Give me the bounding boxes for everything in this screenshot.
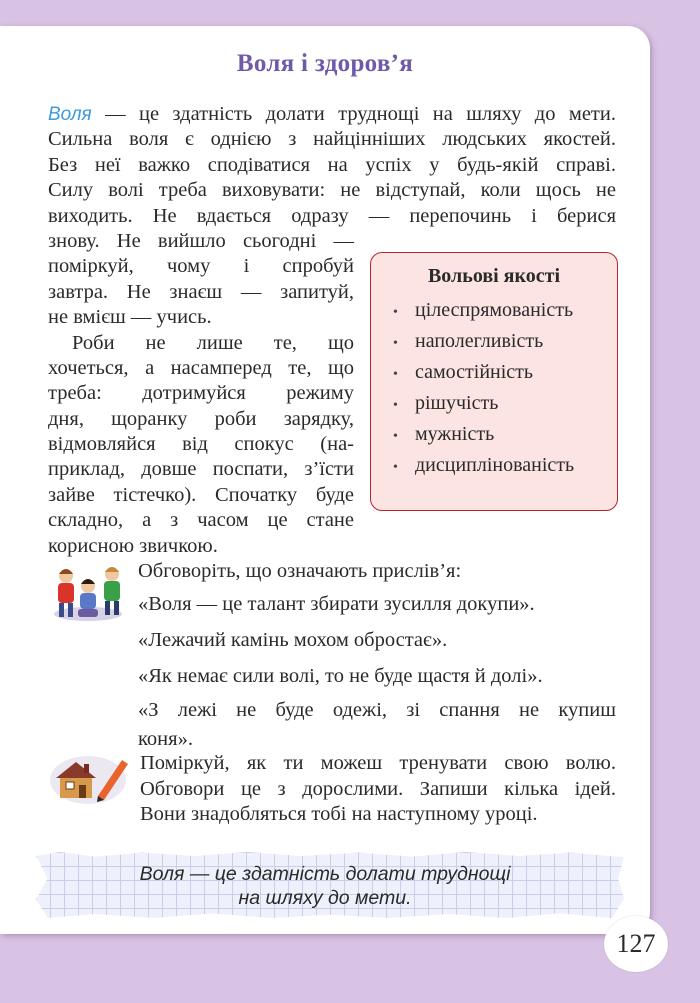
house-pencil-icon — [48, 752, 130, 808]
list-item: • наполегливість — [393, 330, 544, 352]
intro-line: поміркуй, чому і спробуй — [48, 255, 354, 278]
proverb: «З лежі не буде одежі, зі спання не купиш — [138, 699, 616, 721]
intro-line: Роби не лише те, що — [72, 331, 354, 354]
intro-line: зайве тістечко). Спочатку буде — [48, 483, 354, 506]
task-line: Поміркуй, як ти можеш тренувати свою волю. — [140, 752, 616, 774]
proverb: «Лежачий камінь мохом обростає». — [138, 629, 448, 651]
list-item: • цілеспрямованість — [393, 299, 574, 321]
proverb: «Як немає сили волі, то не буде щастя й долі». — [138, 665, 543, 687]
key-term: Воля — [48, 104, 92, 125]
intro-line: хочеться, а насамперед те, що — [48, 356, 354, 379]
proverbs-section — [138, 556, 616, 752]
task-line: Обговори це з дорослими. Запиши кілька ідей. — [140, 777, 616, 800]
intro-line: складно, а з часом це стане — [48, 509, 354, 532]
intro-line: треба: дотримуйся режиму — [48, 382, 354, 405]
list-item: • дисциплінованість — [393, 454, 575, 476]
intro-line: завтра. Не знаєш — запитуй, — [48, 280, 354, 303]
discussion-prompt: Обговоріть, що означають прислів’я: — [138, 560, 462, 582]
list-item: • мужність — [393, 423, 495, 445]
task-section — [140, 751, 616, 828]
summary-text: Воля — це здатність долати труднощі на шляху до мети. — [139, 863, 511, 909]
intro-line: дня, щоранку роби зарядку, — [48, 407, 354, 430]
intro-line: корисною звичкою. — [48, 534, 218, 557]
intro-line: Сильна воля є однією з найцінніших людських якостей. — [48, 128, 616, 151]
list-item: • рішучість — [393, 392, 499, 414]
children-discussing-icon — [48, 560, 130, 628]
intro-line: не вмієш — учись. — [48, 306, 212, 329]
intro-line: виходить. Не вдається одразу — перепочинь і берися — [48, 204, 616, 227]
list-item: • самостійність — [393, 361, 534, 383]
qualities-title: Вольові якості — [427, 265, 561, 287]
intro-line: Без неї важко сподіватися на успіх у будь-якій справі. — [48, 153, 616, 176]
proverb: «Воля — це талант збирати зусилля докупи». — [138, 593, 535, 615]
page-number: 127 — [604, 916, 668, 972]
proverb: коня». — [138, 728, 193, 750]
intro-line: знову. Не вийшло сьогодні — — [48, 229, 354, 252]
qualities-list — [393, 295, 574, 481]
intro-line: відмовляйся від спокус (на- — [48, 433, 354, 456]
task-line: Вони знадобляться тобі на наступному уроці. — [140, 803, 538, 825]
qualities-box — [370, 252, 618, 511]
intro-line: приклад, довше поспати, з’їсти — [48, 458, 354, 481]
page-title: Воля і здоров’я — [236, 50, 414, 77]
intro-line: Силу волі треба виховувати: не відступай, коли щось не — [48, 179, 616, 202]
intro-line: Воля — це здатність долати труднощі на шляху до мети. — [48, 103, 616, 125]
